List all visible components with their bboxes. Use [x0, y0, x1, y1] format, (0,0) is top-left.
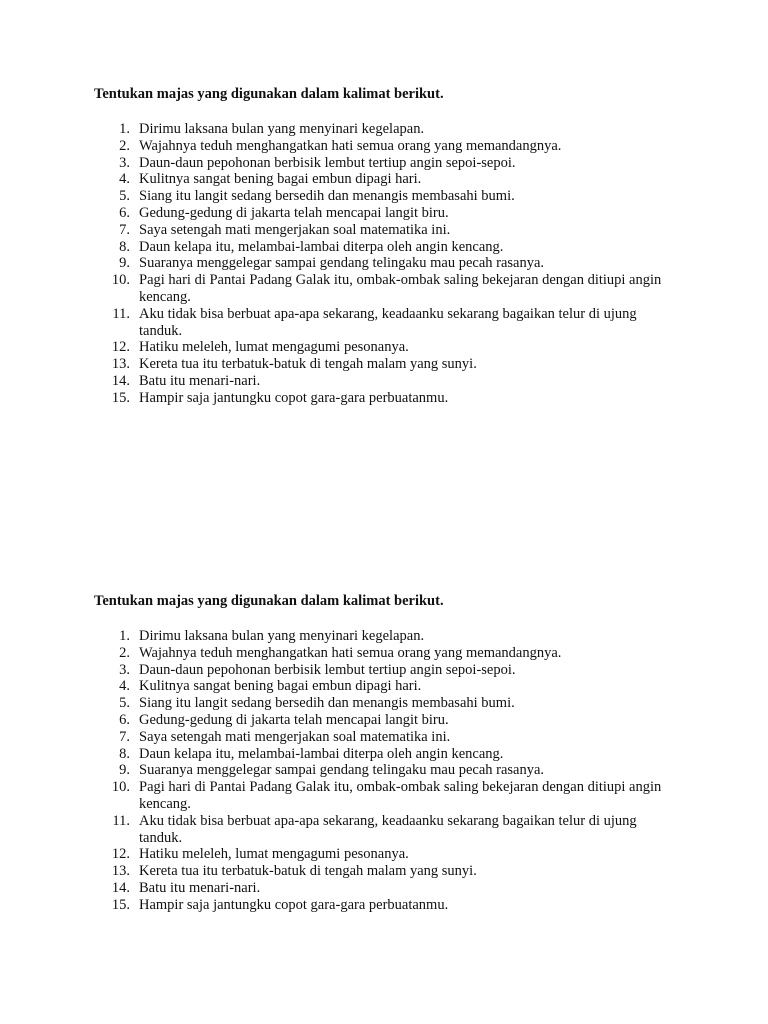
list-item: [0, 846, 768, 863]
item-text: Dirimu laksana bulan yang menyinari kegelapan.: [139, 121, 425, 137]
item-text: Daun-daun pepohonan berbisik lembut tertiup angin sepoi-sepoi.: [139, 661, 516, 678]
list-item: [0, 171, 768, 188]
item-number: 14.: [111, 879, 130, 896]
item-number: 8.: [119, 238, 130, 255]
list-item: [0, 897, 768, 914]
list-item: [0, 813, 768, 847]
item-text: Saya setengah mati mengerjakan soal matematika ini.: [139, 728, 451, 745]
list-item: [0, 272, 768, 306]
item-text: Batu itu menari-nari.: [139, 372, 261, 389]
item-number: 12.: [111, 339, 130, 356]
list-item: [0, 880, 768, 897]
item-text: Hampir saja jantungku copot gara-gara perbuatanmu.: [139, 896, 449, 913]
item-text: Daun kelapa itu, melambai-lambai diterpa oleh angin kencang.: [139, 238, 504, 255]
item-text: Kereta tua itu terbatuk-batuk di tengah malam yang sunyi.: [139, 863, 477, 880]
item-text: Daun kelapa itu, melambai-lambai diterpa oleh angin kencang.: [139, 745, 504, 762]
item-number: 12.: [111, 846, 130, 863]
item-text: Hatiku meleleh, lumat mengagumi pesonanya.: [139, 846, 409, 863]
item-number: 1.: [119, 628, 130, 644]
item-text: Wajahnya teduh menghangatkan hati semua orang yang memandangnya.: [139, 137, 562, 154]
item-text: Aku tidak bisa berbuat apa-apa sekarang, keadaanku sekarang bagaikan telur di ujung tanduk.: [139, 812, 637, 846]
item-number: 1.: [119, 121, 130, 137]
item-text: Siang itu langit sedang bersedih dan menangis membasahi bumi.: [139, 695, 515, 712]
item-number: 15.: [111, 389, 130, 406]
item-number: 6.: [119, 204, 130, 221]
item-number: 9.: [119, 255, 130, 272]
list-item: [0, 373, 768, 390]
item-number: 13.: [111, 356, 130, 373]
list-item: [0, 138, 768, 155]
item-number: 3.: [119, 661, 130, 678]
item-number: 4.: [119, 678, 130, 695]
list-item: [0, 695, 768, 712]
section-heading: Tentukan majas yang digunakan dalam kalimat berikut.: [94, 593, 444, 609]
item-text: Dirimu laksana bulan yang menyinari kegelapan.: [139, 628, 425, 644]
list-item: [0, 255, 768, 272]
list-item: [0, 762, 768, 779]
list-item: [0, 306, 768, 340]
item-number: 13.: [111, 863, 130, 880]
item-text: Batu itu menari-nari.: [139, 879, 261, 896]
list-item: [0, 390, 768, 407]
item-text: Hampir saja jantungku copot gara-gara perbuatanmu.: [139, 389, 449, 406]
item-text: Pagi hari di Pantai Padang Galak itu, ombak-ombak saling bekejaran dengan ditiupi angin kencang.: [139, 272, 662, 305]
item-number: 9.: [119, 762, 130, 779]
item-number: 7.: [119, 221, 130, 238]
item-text: Siang itu langit sedang bersedih dan menangis membasahi bumi.: [139, 188, 515, 205]
item-text: Kereta tua itu terbatuk-batuk di tengah malam yang sunyi.: [139, 356, 477, 373]
item-text: Aku tidak bisa berbuat apa-apa sekarang, keadaanku sekarang bagaikan telur di ujung tanduk.: [139, 305, 637, 339]
list-item: [0, 779, 768, 813]
item-text: Saya setengah mati mengerjakan soal matematika ini.: [139, 221, 451, 238]
list-item: [0, 356, 768, 373]
item-number: 11.: [112, 812, 130, 829]
list-item: [0, 205, 768, 222]
item-text: Gedung-gedung di jakarta telah mencapai langit biru.: [139, 711, 449, 728]
list-item: [0, 628, 768, 645]
item-number: 14.: [111, 372, 130, 389]
item-number: 3.: [119, 154, 130, 171]
item-text: Daun-daun pepohonan berbisik lembut tertiup angin sepoi-sepoi.: [139, 154, 516, 171]
item-text: Wajahnya teduh menghangatkan hati semua orang yang memandangnya.: [139, 644, 562, 661]
item-text: Hatiku meleleh, lumat mengagumi pesonanya.: [139, 339, 409, 356]
list-item: [0, 662, 768, 679]
item-number: 8.: [119, 745, 130, 762]
item-number: 4.: [119, 171, 130, 188]
list-item: [0, 678, 768, 695]
item-number: 2.: [119, 644, 130, 661]
item-number: 2.: [119, 137, 130, 154]
item-text: Gedung-gedung di jakarta telah mencapai langit biru.: [139, 204, 449, 221]
item-number: 11.: [112, 305, 130, 322]
list-item: [0, 712, 768, 729]
item-number: 15.: [111, 896, 130, 913]
list-item: [0, 222, 768, 239]
item-number: 5.: [119, 695, 130, 712]
list-item: [0, 729, 768, 746]
list-item: [0, 239, 768, 256]
list-item: [0, 339, 768, 356]
item-text: Suaranya menggelegar sampai gendang telingaku mau pecah rasanya.: [139, 762, 545, 779]
item-number: 5.: [119, 188, 130, 205]
list-item: [0, 188, 768, 205]
list-item: [0, 863, 768, 880]
item-number: 6.: [119, 711, 130, 728]
list-item: [0, 155, 768, 172]
list-item: [0, 645, 768, 662]
question-list: [0, 121, 768, 407]
item-number: 10.: [111, 272, 130, 289]
item-text: Suaranya menggelegar sampai gendang telingaku mau pecah rasanya.: [139, 255, 545, 272]
item-number: 10.: [111, 779, 130, 796]
item-text: Pagi hari di Pantai Padang Galak itu, ombak-ombak saling bekejaran dengan ditiupi angin kencang.: [139, 779, 662, 812]
item-number: 7.: [119, 728, 130, 745]
section-heading: Tentukan majas yang digunakan dalam kalimat berikut.: [94, 86, 444, 102]
list-item: [0, 121, 768, 138]
question-list: [0, 628, 768, 914]
item-text: Kulitnya sangat bening bagai embun dipagi hari.: [139, 678, 422, 695]
list-item: [0, 746, 768, 763]
item-text: Kulitnya sangat bening bagai embun dipagi hari.: [139, 171, 422, 188]
